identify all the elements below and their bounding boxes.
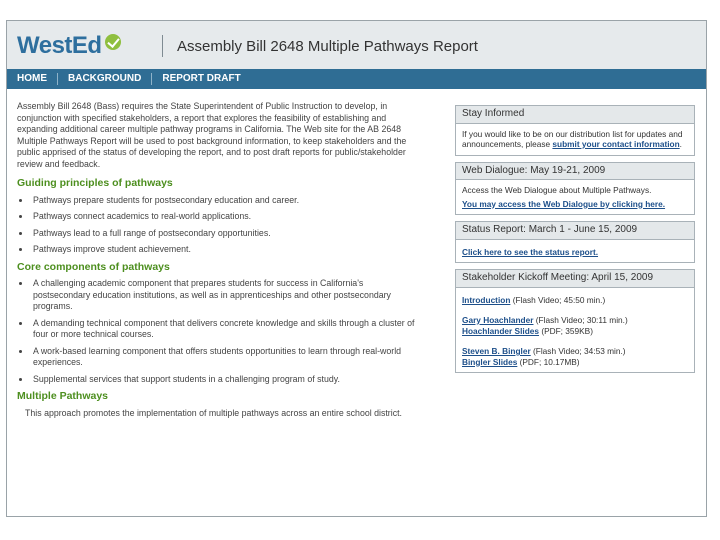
nav-home[interactable]: HOME bbox=[7, 73, 58, 85]
gary-slides-info: (PDF; 359KB) bbox=[539, 325, 593, 336]
guiding-principles-list bbox=[17, 195, 417, 256]
status-report-title: Status Report: March 1 - June 15, 2009 bbox=[456, 222, 694, 240]
multiple-pathways-heading: Multiple Pathways bbox=[17, 390, 109, 402]
list-item: • Pathways prepare students for postsecondary education and career. bbox=[31, 195, 417, 207]
gary-slides-link[interactable]: Hoachlander Slides bbox=[462, 325, 540, 336]
checkmark-circle-icon bbox=[105, 34, 121, 50]
submit-contact-link[interactable]: submit your contact information bbox=[552, 139, 680, 149]
list-item: • A demanding technical component that delivers concrete knowledge and skills through a cluster of four or more technical courses. bbox=[31, 318, 417, 341]
gary-video-link[interactable]: Gary Hoachlander bbox=[462, 315, 534, 325]
web-dialogue-link[interactable]: You may access the Web Dialogue by clicking here. bbox=[462, 198, 666, 209]
kickoff-steven-row bbox=[462, 346, 688, 357]
gary-video-info: (Flash Video; 30:11 min.) bbox=[533, 315, 628, 325]
core-components-heading: Core components of pathways bbox=[17, 260, 170, 273]
guiding-principles-heading: Guiding principles of pathways bbox=[17, 177, 173, 189]
main-content bbox=[17, 101, 417, 419]
steven-slides-info: (PDF; 10.17MB) bbox=[517, 356, 580, 367]
page-title: Assembly Bill 2648 Multiple Pathways Report bbox=[177, 38, 478, 55]
kickoff-meeting-box bbox=[455, 269, 695, 373]
nav-report-draft[interactable]: REPORT DRAFT bbox=[162, 73, 241, 84]
steven-video-link[interactable]: Steven B. Bingler bbox=[462, 346, 531, 356]
kickoff-intro-row bbox=[462, 295, 688, 306]
status-report-box bbox=[455, 221, 695, 263]
stay-informed-title: Stay Informed bbox=[456, 106, 694, 124]
list-item: • A challenging academic component that prepares students for success in California's postsecondary education institutions, as well as in apprenticeships and other postsecondary programs. bbox=[31, 278, 417, 313]
stay-informed-box bbox=[455, 105, 695, 156]
page-frame bbox=[6, 20, 707, 517]
kickoff-meeting-title: Stakeholder Kickoff Meeting: April 15, 2009 bbox=[456, 270, 694, 288]
steven-slides-link[interactable]: Bingler Slides bbox=[462, 356, 518, 367]
kickoff-gary-slides-row bbox=[462, 326, 688, 337]
list-item: • Pathways connect academics to real-world applications. bbox=[31, 211, 417, 223]
status-report-link[interactable]: Click here to see the status report. bbox=[462, 246, 599, 257]
introduction-video-info: (Flash Video; 45:50 min.) bbox=[510, 294, 606, 305]
sidebar bbox=[455, 105, 695, 379]
intro-paragraph: Assembly Bill 2648 (Bass) requires the State Superintendent of Public Instruction to develop, in conjunction with specified stakeholders, a report that explores the feasibility of establishing and expanding additional career multiple pathway programs in California. The Web site for the AB 2648 Multiple Pathways Report will be used to post background information, to keep stakeholders and the public apprised of the status of developing the report, and to post draft reports for public/stakeholder review and feedback. bbox=[17, 101, 407, 169]
stay-informed-suffix: . bbox=[679, 139, 682, 149]
main-nav bbox=[7, 69, 706, 89]
web-dialogue-text: Access the Web Dialogue about Multiple Pathways. bbox=[462, 185, 652, 195]
web-dialogue-title: Web Dialogue: May 19-21, 2009 bbox=[456, 163, 694, 181]
introduction-video-link[interactable]: Introduction bbox=[462, 294, 511, 305]
site-header bbox=[7, 21, 706, 69]
nav-background[interactable]: BACKGROUND bbox=[58, 73, 152, 85]
logo-text: WestEd bbox=[17, 32, 102, 59]
multiple-pathways-text: This approach promotes the implementation of multiple pathways across an entire school district. bbox=[25, 407, 402, 418]
list-item: • A work-based learning component that offers students opportunities to learn through real-world experiences. bbox=[31, 346, 417, 369]
web-dialogue-box bbox=[455, 162, 695, 216]
core-components-list bbox=[17, 278, 417, 385]
kickoff-gary-row bbox=[462, 315, 688, 326]
steven-video-info: (Flash Video; 34:53 min.) bbox=[530, 346, 626, 356]
list-item: • Pathways improve student achievement. bbox=[31, 244, 417, 256]
kickoff-steven-slides-row bbox=[462, 357, 688, 368]
wested-logo[interactable] bbox=[17, 31, 121, 61]
list-item: • Pathways lead to a full range of postsecondary opportunities. bbox=[31, 228, 417, 240]
stay-informed-text: If you would like to be on our distribution list for updates and announcements, please bbox=[462, 128, 683, 149]
header-divider bbox=[162, 35, 163, 57]
list-item: • Supplemental services that support students in a challenging program of study. bbox=[31, 374, 417, 386]
